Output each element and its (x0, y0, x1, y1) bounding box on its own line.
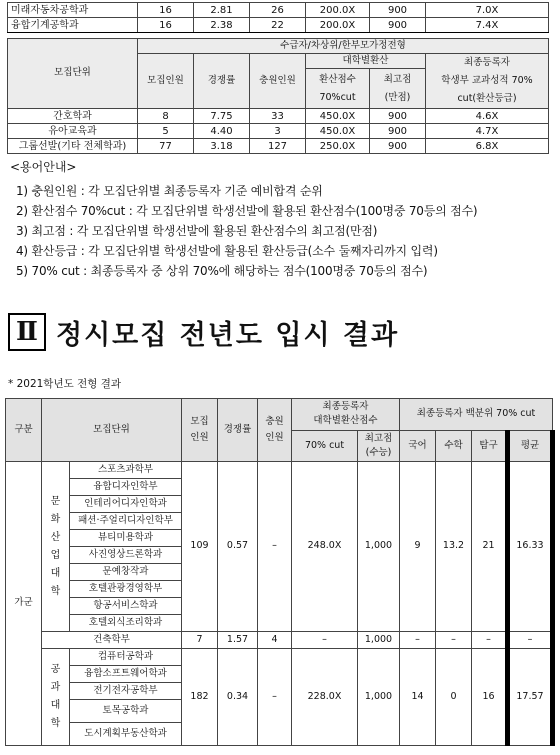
competition-rate: 0.34 (218, 649, 258, 746)
table-row (8, 3, 549, 18)
major-name: 뷰티미용학과 (70, 530, 182, 547)
header-reserve-line1: 충원 (265, 416, 284, 427)
college-eng-label (42, 649, 70, 746)
header-conv-score-line2: 70%cut (319, 91, 356, 103)
converted-score: 250.0X (306, 139, 370, 154)
converted-score: 200.0X (306, 18, 370, 33)
college-char: 대 (50, 567, 61, 579)
college-char: 과 (50, 682, 61, 693)
college-char: 화 (50, 513, 61, 525)
college-char: 문 (50, 495, 61, 507)
korean-pct: 9 (400, 462, 436, 632)
header-final-line2: 대학별환산점수 (313, 415, 378, 427)
header-max (358, 430, 400, 462)
header-group: 수급자/차상위/한부모가정전형 (138, 39, 549, 54)
recruit-count: 182 (182, 649, 218, 746)
header-rate: 경쟁률 (194, 54, 250, 109)
section-heading (8, 310, 399, 354)
major-name: 스포츠과학부 (70, 462, 182, 479)
header-cut: 70% cut (292, 430, 358, 462)
header-final-line3: cut(환산등급) (457, 93, 517, 104)
max-score: 900 (370, 124, 426, 139)
terms-item: 5) 70% cut : 최종등록자 중 상위 70%에 해당하는 점수(100명중 70등의 점수) (16, 264, 428, 278)
unit-name: 유아교육과 (8, 124, 138, 139)
header-final (426, 54, 549, 109)
reserve-count: 127 (250, 139, 306, 154)
header-max-line2: (수능) (365, 446, 392, 458)
header-inquiry: 탐구 (472, 430, 508, 462)
recruit-count: 5 (138, 124, 194, 139)
major-name: 문예창작과 (70, 564, 182, 581)
inquiry-pct: 21 (472, 462, 508, 632)
results-table-bottom (5, 398, 555, 746)
college-char: 업 (50, 549, 61, 561)
terms-item: 3) 최고점 : 각 모집단위별 학생선발에 활용된 환산점수의 최고점(만점) (16, 224, 378, 238)
recruit-count: 7 (182, 632, 218, 649)
header-final (292, 399, 400, 431)
terms-guide (10, 158, 477, 281)
reserve-count: 22 (250, 18, 306, 33)
header-reserve: 충원인원 (250, 54, 306, 109)
major-name: 컴퓨터공학과 (70, 649, 182, 666)
grade-cut: 4.6X (426, 109, 549, 124)
header-max-line1: 최고점 (383, 73, 412, 85)
major-name: 호텔관광경영학부 (70, 581, 182, 598)
grade-cut: 6.8X (426, 139, 549, 154)
reserve-count: – (258, 649, 292, 746)
header-unit: 모집단위 (42, 399, 182, 462)
major-name: 사진영상드론학과 (70, 547, 182, 564)
max-score: 1,000 (358, 462, 400, 632)
results-table-mid (7, 38, 549, 154)
math-pct: 0 (436, 649, 472, 746)
competition-rate: 7.75 (194, 109, 250, 124)
competition-rate: 0.57 (218, 462, 258, 632)
table-row (8, 18, 549, 33)
table-row (6, 632, 553, 649)
section-number: Ⅱ (8, 313, 46, 351)
competition-rate: 2.38 (194, 18, 250, 33)
cut-score: 248.0X (292, 462, 358, 632)
terms-guide-title: <용어안내> (10, 160, 77, 174)
average-pct: 16.33 (508, 462, 553, 632)
header-max-line1: 최고점 (364, 432, 393, 444)
major-name: 패션·주얼리디자인학부 (70, 513, 182, 530)
recruit-count: 16 (138, 3, 194, 18)
unit-name: 간호학과 (8, 109, 138, 124)
major-name: 토목공학과 (70, 700, 182, 723)
max-score: 900 (370, 18, 426, 33)
reserve-count: 4 (258, 632, 292, 649)
header-unit: 모집단위 (8, 39, 138, 109)
college-char: 산 (50, 531, 61, 543)
header-recruit: 모집인원 (138, 54, 194, 109)
college-char: 학 (50, 585, 61, 597)
header-reserve (258, 399, 292, 462)
year-note: * 2021학년도 전형 결과 (8, 378, 121, 390)
max-score: 900 (370, 139, 426, 154)
major-name: 호텔외식조리학과 (70, 615, 182, 632)
reserve-count: 3 (250, 124, 306, 139)
group-ga: 가군 (6, 462, 42, 746)
terms-item: 2) 환산점수 70%cut : 각 모집단위별 학생선발에 활용된 환산점수(100명중 70등의 점수) (16, 204, 478, 218)
header-conv-score-line1: 환산점수 (319, 73, 356, 85)
korean-pct: 14 (400, 649, 436, 746)
reserve-count: – (258, 462, 292, 632)
cut-score: 228.0X (292, 649, 358, 746)
average-pct: – (508, 632, 553, 649)
grade-cut: 4.7X (426, 124, 549, 139)
recruit-count: 109 (182, 462, 218, 632)
section-title: 정시모집 전년도 입시 결과 (56, 319, 400, 351)
terms-item: 4) 환산등급 : 각 모집단위별 학생선발에 활용된 환산등급(소수 둘째자리까지 입력) (16, 244, 438, 258)
table-row (8, 109, 549, 124)
competition-rate: 1.57 (218, 632, 258, 649)
header-rate: 경쟁률 (218, 399, 258, 462)
major-name: 융합소프트웨어학과 (70, 666, 182, 683)
header-recruit-line2: 인원 (190, 432, 209, 443)
unit-name: 융합기계공학과 (8, 18, 138, 33)
unit-name: 미래자동차공학과 (8, 3, 138, 18)
competition-rate: 3.18 (194, 139, 250, 154)
header-reserve-line2: 인원 (265, 432, 284, 443)
recruit-count: 77 (138, 139, 194, 154)
reserve-count: 26 (250, 3, 306, 18)
major-name: 건축학부 (42, 632, 182, 649)
header-recruit-line1: 모집 (190, 416, 209, 427)
major-name: 항공서비스학과 (70, 598, 182, 615)
header-conv-score (306, 69, 370, 109)
header-average: 평균 (508, 430, 553, 462)
header-final-line1: 최종등록자 (464, 57, 510, 68)
results-table-top (7, 2, 549, 33)
math-pct: – (436, 632, 472, 649)
converted-score: 450.0X (306, 109, 370, 124)
header-final-line2: 학생부 교과성적 70% (441, 75, 533, 86)
header-percentile: 최종등록자 백분위 70% cut (400, 399, 553, 431)
college-char: 학 (50, 718, 61, 729)
header-korean: 국어 (400, 430, 436, 462)
max-score: 900 (370, 3, 426, 18)
major-name: 융합디자인학부 (70, 479, 182, 496)
max-score: 1,000 (358, 632, 400, 649)
header-max (370, 69, 426, 109)
terms-item: 1) 충원인원 : 각 모집단위별 최종등록자 기준 예비합격 순위 (16, 184, 323, 198)
header-group: 구분 (6, 399, 42, 462)
inquiry-pct: 16 (472, 649, 508, 746)
cut-score: – (292, 632, 358, 649)
major-name: 도시계획부동산학과 (70, 723, 182, 746)
math-pct: 13.2 (436, 462, 472, 632)
header-math: 수학 (436, 430, 472, 462)
header-max-line2: (만점) (384, 91, 411, 103)
grade-cut: 7.4X (426, 18, 549, 33)
converted-score: 200.0X (306, 3, 370, 18)
average-pct: 17.57 (508, 649, 553, 746)
unit-name: 그룹선발(기타 전체학과) (8, 139, 138, 154)
college-char: 대 (50, 700, 61, 711)
converted-score: 450.0X (306, 124, 370, 139)
college-arts-label (42, 462, 70, 632)
inquiry-pct: – (472, 632, 508, 649)
header-recruit (182, 399, 218, 462)
max-score: 900 (370, 109, 426, 124)
table-row (8, 124, 549, 139)
max-score: 1,000 (358, 649, 400, 746)
competition-rate: 2.81 (194, 3, 250, 18)
header-conv: 대학별환산 (306, 54, 426, 69)
header-final-line1: 최종등록자 (322, 401, 369, 413)
major-name: 인테리어디자인학과 (70, 496, 182, 513)
recruit-count: 8 (138, 109, 194, 124)
grade-cut: 7.0X (426, 3, 549, 18)
competition-rate: 4.40 (194, 124, 250, 139)
table-row (8, 139, 549, 154)
college-char: 공 (50, 664, 61, 675)
reserve-count: 33 (250, 109, 306, 124)
korean-pct: – (400, 632, 436, 649)
recruit-count: 16 (138, 18, 194, 33)
major-name: 전기전자공학부 (70, 683, 182, 700)
